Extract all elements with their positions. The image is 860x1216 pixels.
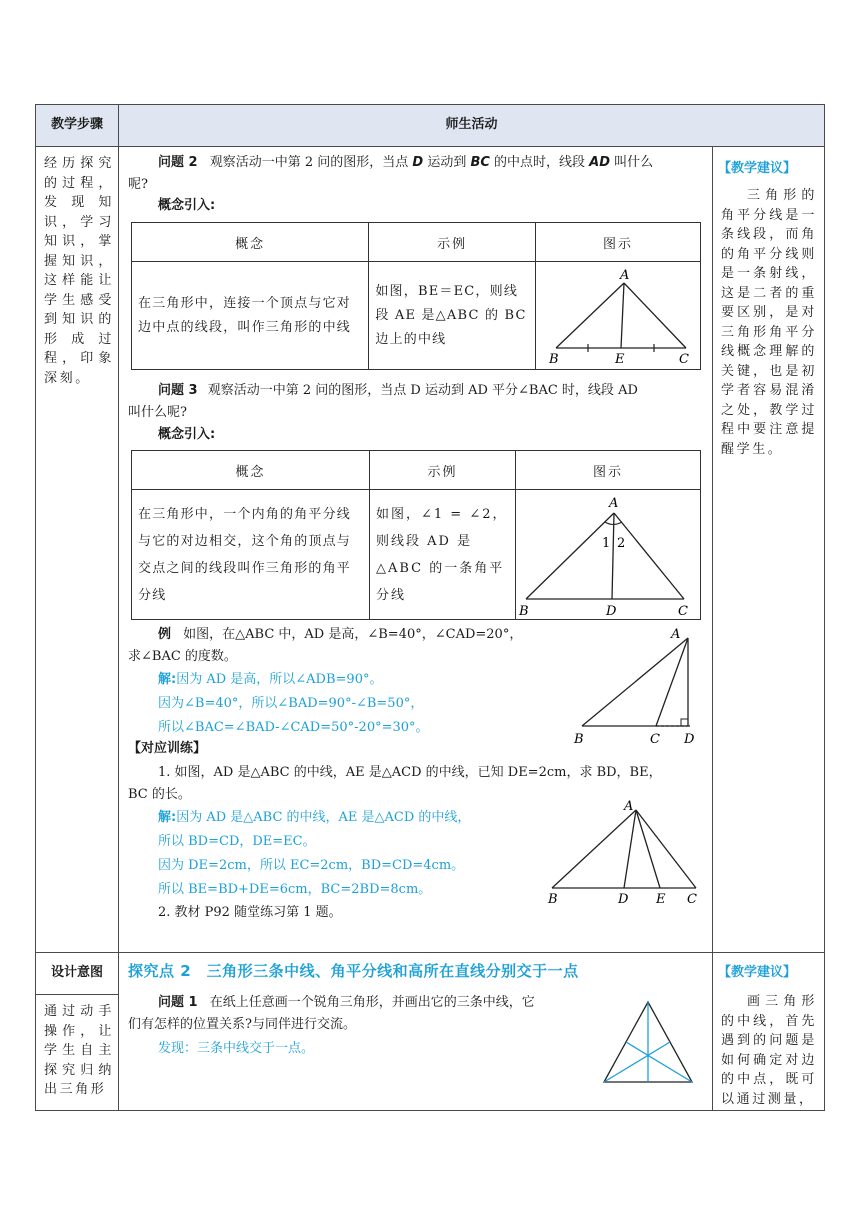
table-border-right <box>824 104 825 1111</box>
example-solution-2: 因为∠B=40°，所以∠BAD=90°-∠B=50°， <box>158 696 424 711</box>
explore-question-1-label: 问题 1 <box>158 995 198 1010</box>
label-e: E <box>615 351 625 367</box>
teaching-suggestion-tag-2: 【教学建议】 <box>718 965 797 980</box>
example-line-1: 如图，在△ABC 中，AD 是高，∠B=40°，∠CAD=20°， <box>183 627 523 642</box>
label-c: C <box>678 603 688 619</box>
training-solution-4: 所以 BE=BD+DE=6cm，BC=2BD=8cm。 <box>158 882 432 897</box>
explore-question-1-line-1: 在纸上任意画一个锐角三角形，并画出它的三条中线，它 <box>209 995 535 1010</box>
label-a: A <box>624 799 634 814</box>
concept-intro-2: 概念引入: <box>158 427 216 442</box>
table1-header-example: 示例 <box>369 223 536 262</box>
table-col-divider-1 <box>118 104 119 1111</box>
table1-figure-cell <box>536 262 701 370</box>
design-intent-label: 设计意图 <box>50 965 103 980</box>
explore-finding: 发现：三条中线交于一点。 <box>158 1041 315 1056</box>
training-problem-1-line-2: BC 的长。 <box>128 787 191 802</box>
example-solution-label: 解: <box>158 672 177 687</box>
header-activities: 师生活动 <box>445 117 498 132</box>
table2-figure-cell <box>516 490 701 620</box>
table2-example-cell: 如图，∠1 = ∠2，则线段 AD 是△ABC 的一条角平分线 <box>370 490 516 620</box>
teaching-suggestion-text-2: 画三角形的中线，首先遇到的问题是如何确定对边的中点，既可以通过测量， <box>721 994 817 1107</box>
median-triangle-figure <box>536 263 700 369</box>
question-2 <box>128 152 706 196</box>
question-2-text-d: 叫什么 <box>610 155 654 170</box>
table1-header-concept: 概念 <box>132 223 369 262</box>
table2-header-figure: 图示 <box>516 451 701 490</box>
training-problem-1-line-1: 1. 如图，AD 是△ABC 的中线，AE 是△ACD 的中线，已知 DE=2cm，求 BD，BE， <box>158 765 662 780</box>
label-c: C <box>650 732 660 747</box>
bisector-triangle-figure <box>516 491 700 619</box>
question-2-text-b: 运动到 <box>423 155 471 170</box>
question-3-text-b: 叫什么呢? <box>128 405 187 420</box>
example-solution <box>158 668 588 740</box>
example-problem <box>128 624 568 668</box>
example-altitude-figure <box>570 624 710 748</box>
label-b: B <box>549 351 559 367</box>
example-solution-3: 所以∠BAC=∠BAD-∠CAD=50°-20°=30°。 <box>158 720 429 735</box>
question-2-text-c: 的中点时，线段 <box>489 155 590 170</box>
question-2-label: 问题 2 <box>158 155 198 170</box>
question-2-text-a: 观察活动一中第 2 问的图形，当点 <box>209 155 413 170</box>
question-3-text-a: 观察活动一中第 2 问的图形，当点 D 运动到 AD 平分∠BAC 时，线段 AD <box>207 383 638 398</box>
question-3 <box>128 380 708 424</box>
concept-table-median <box>131 222 701 370</box>
label-d: D <box>684 732 695 747</box>
training-solution-label: 解: <box>158 810 177 825</box>
training-problem-2: 2. 教材 P92 随堂练习第 1 题。 <box>158 905 342 920</box>
label-a: A <box>671 627 681 642</box>
question-3-label: 问题 3 <box>158 383 198 398</box>
training-solution-3: 因为 DE=2cm，所以 EC=2cm，BD=CD=4cm。 <box>158 858 465 873</box>
table2-header-example: 示例 <box>370 451 516 490</box>
explore-question-1-line-2: 们有怎样的位置关系?与同伴进行交流。 <box>128 1017 356 1032</box>
label-a: A <box>609 495 619 511</box>
step-description: 经历探究的过程，发现知识，学习知识，掌握知识，这样能让学生感受到知识的形成过程，印象深刻。 <box>44 156 114 386</box>
label-d: D <box>618 892 629 907</box>
explore-point-2-title: 探究点 2 三角形三条中线、角平分线和高所在直线分别交于一点 <box>128 962 579 980</box>
teaching-suggestion-text-1: 三角形的角平分线是一条线段，而角的角平分线则是一条射线，这是二者的重要区别，是对三角形角平分线概念理解的关键，也是初学者容易混淆之处，教学过程中要注意提醒学生。 <box>721 188 817 457</box>
question-2-segment-ad: AD <box>589 155 611 170</box>
example-line-2: 求∠BAC 的度数。 <box>128 649 237 664</box>
label-e: E <box>656 892 666 907</box>
training-solution-2: 所以 BD=CD，DE=EC。 <box>158 834 316 849</box>
explore-question-1 <box>128 992 598 1036</box>
example-label: 例 <box>158 627 172 642</box>
table-col-divider-2 <box>712 146 713 1111</box>
table1-header-figure: 图示 <box>536 223 701 262</box>
label-c: C <box>679 351 689 367</box>
table2-header-concept: 概念 <box>132 451 370 490</box>
table-border-mid <box>35 952 825 953</box>
example-solution-1: 因为 AD 是高，所以∠ADB=90°。 <box>176 672 383 687</box>
question-2-text-e: 呢? <box>128 177 148 192</box>
training-title: 【对应训练】 <box>128 741 207 756</box>
training-solution-1: 因为 AD 是△ABC 的中线，AE 是△ACD 的中线， <box>176 810 471 825</box>
table2-concept-cell: 在三角形中，一个内角的角平分线与它的对边相交，这个角的顶点与交点之间的线段叫作三角形的角平分线 <box>132 490 370 620</box>
label-c: C <box>687 892 697 907</box>
label-b: B <box>574 732 584 747</box>
header-teaching-steps: 教学步骤 <box>50 117 103 132</box>
design-intent-divider <box>35 994 119 995</box>
training-median-figure <box>544 798 704 908</box>
training-solution <box>158 806 548 902</box>
label-b: B <box>519 603 529 619</box>
concept-table-bisector <box>131 450 701 620</box>
label-b: B <box>548 892 558 907</box>
table1-concept-cell: 在三角形中，连接一个顶点与它对边中点的线段，叫作三角形的中线 <box>132 262 369 370</box>
label-angle-1: 1 <box>602 535 611 551</box>
teaching-suggestion-tag-1: 【教学建议】 <box>718 161 797 176</box>
table-border-header-bottom <box>35 146 825 147</box>
design-intent-text: 通过动手操作，让学生自主探究归纳出三角形 <box>44 1004 114 1097</box>
question-2-point-d: D <box>412 155 424 170</box>
centroid-triangle-figure <box>598 996 698 1086</box>
table1-example-cell: 如图，BE＝EC，则线段 AE 是△ABC 的 BC 边上的中线 <box>369 262 536 370</box>
concept-intro-1: 概念引入: <box>158 198 216 213</box>
label-a: A <box>620 267 630 283</box>
label-d: D <box>606 603 617 619</box>
question-2-segment-bc: BC <box>470 155 490 170</box>
table-border-bottom <box>35 1110 825 1111</box>
label-angle-2: 2 <box>617 535 626 551</box>
